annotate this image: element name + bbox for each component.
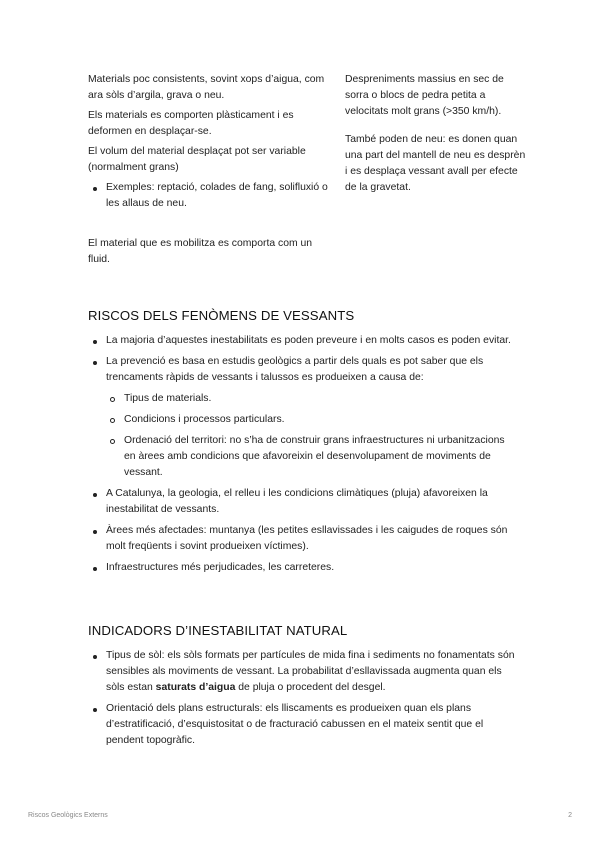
section-heading: RISCOS DELS FENÒMENS DE VESSANTS [88, 308, 355, 323]
left-column [88, 72, 328, 272]
list-item: A Catalunya, la geologia, el relleu i les condicions climàtiques (pluja) afavoreixen la inestabilitat de vessants. [88, 486, 518, 518]
list-item-text: La prevenció es basa en estudis geològics a partir dels quals es pot saber que els trencaments ràpids de vessants i talussos es produeixen a causa de: [106, 356, 484, 383]
list-item [88, 648, 518, 696]
list-item: Infraestructures més perjudicades, les carreteres. [88, 560, 518, 576]
list-item: Àrees més afectades: muntanya (les petites esllavissades i les caigudes de roques són molt freqüents i sovint produeixen víctimes). [88, 523, 518, 555]
section-indicadors [88, 623, 518, 754]
page-number: 2 [568, 812, 572, 819]
list-item-text: Tipus de sòl: els sòls formats per partícules de mida fina i sediments no fonamentats són sensibles als moviments de vessant. La probabilitat d’esllavissada augmenta quan els sòls estan [106, 650, 515, 693]
section-heading: INDICADORS D’INESTABILITAT NATURAL [88, 623, 348, 638]
sub-list-item: Ordenació del territori: no s’ha de construir grans infraestructures ni urbanitzacions en àrees amb condicions que afavoreixin el desenvolupament de moviments de vessant. [106, 433, 518, 481]
right-paragraph-2: També poden de neu: es donen quan una part del mantell de neu es desprèn i es desplaça vessant avall per efecte de la gravetat. [345, 134, 526, 193]
sub-list-item: Condicions i processos particulars. [106, 412, 518, 428]
section-riscos-vessants [88, 308, 518, 581]
bold-text: saturats d’aigua [155, 682, 236, 693]
list-item: Exemples: reptació, colades de fang, solifluxió o les allaus de neu. [88, 180, 328, 212]
page-footer [28, 812, 572, 819]
bullet-list [88, 648, 518, 749]
sub-bullet-list [106, 391, 518, 481]
bullet-list [88, 333, 518, 576]
right-paragraph-1: Despreniments massius en sec de sorra o blocs de pedra petita a velocitats molt grans (>350 km/h). [345, 74, 504, 117]
right-column [345, 72, 530, 200]
list-item: La majoria d’aquestes inestabilitats es poden preveure i en molts casos es poden evitar. [88, 333, 518, 349]
sub-list-item: Tipus de materials. [106, 391, 518, 407]
left-paragraph-4: El material que es mobilitza es comporta com un fluid. [88, 238, 313, 265]
list-item: Orientació dels plans estructurals: els lliscaments es produeixen quan els plans d’estratificació, d’esquistositat o de fracturació cabussen en el mateix sentit que el pendent topogràfic. [88, 701, 518, 749]
left-paragraph-1: Materials poc consistents, sovint xops d’aigua, com ara sòls d’argila, grava o neu. [88, 74, 325, 101]
left-paragraph-2: Els materials es comporten plàsticament i es deformen en desplaçar-se. [88, 110, 294, 137]
footer-title: Riscos Geològics Externs [28, 812, 108, 819]
left-bullet-list [88, 180, 328, 212]
list-item [88, 354, 518, 481]
list-item-text: de pluja o procedent del desgel. [235, 682, 386, 693]
left-paragraph-3: El volum del material desplaçat pot ser variable (normalment grans) [88, 146, 306, 173]
